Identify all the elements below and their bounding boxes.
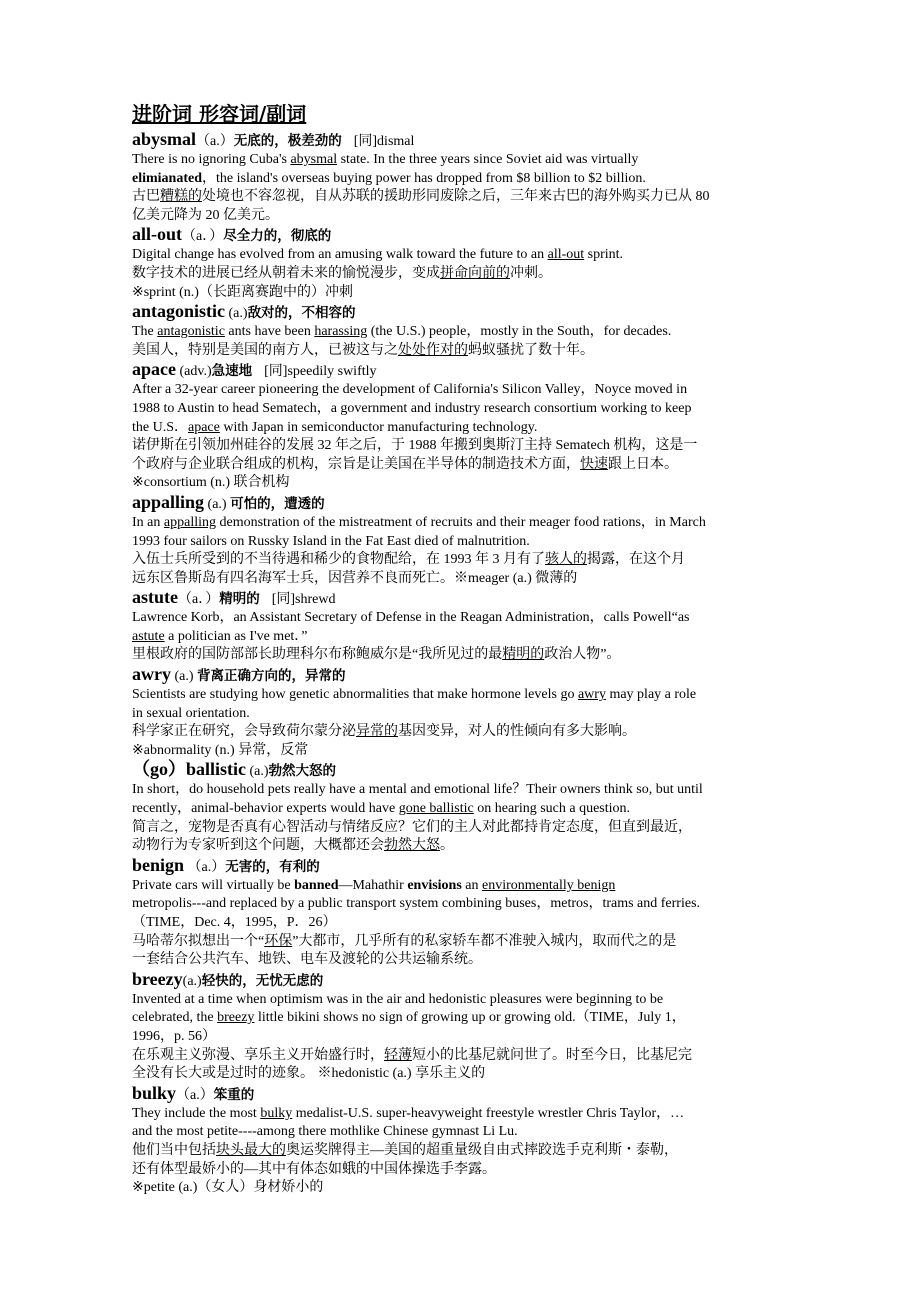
text-line bbox=[132, 1065, 792, 1084]
text-line bbox=[132, 800, 792, 819]
text-span: In short，do household pets really have a mental and emotional life？Their owners think so, but until bbox=[132, 782, 703, 798]
text-span: 科学家正在研究，会导致荷尔蒙分泌 bbox=[132, 724, 356, 740]
underlined-term: 糟糕的 bbox=[160, 189, 202, 205]
text-line bbox=[132, 1179, 792, 1198]
text-line bbox=[132, 686, 792, 705]
text-span: celebrated, the bbox=[132, 1010, 218, 1026]
text-span: 奥运奖牌得主—美国的超重量级自由式摔跤选手克利斯・泰勒， bbox=[286, 1142, 678, 1158]
vocab-entry bbox=[132, 856, 792, 970]
text-span: 古巴 bbox=[132, 189, 160, 205]
underlined-term: appalling bbox=[163, 514, 216, 530]
headword-line bbox=[132, 130, 792, 151]
text-span: ants have been bbox=[224, 324, 315, 340]
vocab-entry bbox=[132, 302, 792, 360]
headword-line bbox=[132, 302, 792, 323]
headword-line bbox=[132, 1084, 792, 1105]
synonym: [同]speedily swiftly bbox=[264, 364, 377, 380]
meaning: 无害的，有利的 bbox=[225, 858, 320, 875]
vocab-entry bbox=[132, 360, 792, 493]
text-span: 诺伊斯在引领加州硅谷的发展 32 年之后，于 1988 年搬到奥斯汀主持 Sematech 机构，这是一 bbox=[132, 438, 698, 454]
text-span: and the most petite----among there mothlike Chinese gymnast Li Lu. bbox=[132, 1124, 518, 1140]
headword: antagonistic bbox=[132, 301, 226, 322]
text-line bbox=[132, 1105, 792, 1124]
part-of-speech: (a.) bbox=[225, 306, 248, 322]
vocab-entry bbox=[132, 970, 792, 1084]
text-line bbox=[132, 991, 792, 1010]
text-span: (the U.S.) people，mostly in the South，for decades. bbox=[367, 324, 672, 340]
text-line bbox=[132, 951, 792, 970]
text-line bbox=[132, 323, 792, 342]
meaning: 精明的 bbox=[219, 591, 260, 608]
headword-line bbox=[132, 225, 792, 246]
headword: breezy bbox=[132, 968, 183, 989]
meaning: 敌对的，不相容的 bbox=[247, 305, 356, 322]
vocab-entry bbox=[132, 665, 792, 760]
headword: appalling bbox=[132, 491, 205, 512]
text-span: 1996，p. 56） bbox=[132, 1028, 216, 1044]
text-span: —Mahathir bbox=[338, 877, 408, 893]
part-of-speech: (a.) bbox=[204, 496, 231, 512]
text-span: ※consortium (n.) 联合机构 bbox=[132, 475, 290, 491]
headword: all-out bbox=[132, 224, 183, 245]
text-span: 跟上日本。 bbox=[608, 456, 678, 472]
headword-line bbox=[132, 360, 792, 381]
headword-line bbox=[132, 665, 792, 686]
headword-line bbox=[132, 970, 792, 991]
text-span: medalist-U.S. super-heavyweight freestyle wrestler Chris Taylor，… bbox=[292, 1105, 685, 1121]
text-line bbox=[132, 437, 792, 456]
text-line bbox=[132, 895, 792, 914]
text-span: on hearing such a question. bbox=[473, 801, 631, 817]
text-span: Private cars will virtually be bbox=[132, 877, 295, 893]
entry-list bbox=[132, 130, 792, 1198]
text-line bbox=[132, 723, 792, 742]
part-of-speech: (a.) bbox=[246, 764, 269, 780]
text-span: 他们当中包括 bbox=[132, 1142, 216, 1158]
text-line bbox=[132, 705, 792, 724]
bold-term: banned bbox=[294, 877, 339, 893]
headword-line bbox=[132, 856, 792, 877]
text-span: 政治人物”。 bbox=[544, 647, 621, 663]
underlined-term: awry bbox=[577, 687, 606, 703]
underlined-term: bulky bbox=[260, 1105, 293, 1121]
text-span: in sexual orientation. bbox=[132, 705, 250, 721]
vocab-entry bbox=[132, 760, 792, 855]
text-span: ”大都市，几乎所有的私家轿车都不准驶入城内，取而代之的是 bbox=[292, 933, 677, 949]
underlined-term: abysmal bbox=[290, 152, 338, 167]
text-span: 亿美元降为 20 亿美元。 bbox=[132, 207, 279, 223]
text-line bbox=[132, 646, 792, 665]
underlined-term: antagonistic bbox=[157, 324, 225, 340]
text-span: 美国人，特别是美国的南方人，已被这与之 bbox=[132, 342, 398, 358]
text-span: 远东区鲁斯岛有四名海军士兵，因营养不良而死亡。※meager (a.) 微薄的 bbox=[132, 570, 578, 586]
text-line bbox=[132, 207, 792, 226]
underlined-term: 块头最大的 bbox=[216, 1142, 286, 1158]
text-line bbox=[132, 1009, 792, 1028]
text-span: with Japan in semiconductor manufacturing technology. bbox=[219, 419, 538, 435]
text-line bbox=[132, 742, 792, 761]
text-line bbox=[132, 342, 792, 361]
text-span: ，the island's overseas buying power has dropped from $8 billion to $2 billion. bbox=[202, 170, 646, 186]
headword-line bbox=[132, 760, 792, 781]
text-span: （TIME，Dec. 4，1995，P．26） bbox=[132, 915, 337, 930]
underlined-term: gone ballistic bbox=[398, 801, 474, 817]
text-span: 揭露，在这个月 bbox=[587, 552, 685, 568]
text-span: 一套结合公共汽车、地铁、电车及渡轮的公共运输系统。 bbox=[132, 952, 482, 968]
text-span: ※abnormality (n.) 异常，反常 bbox=[132, 742, 309, 758]
text-line bbox=[132, 1142, 792, 1161]
text-span: 冲刺。 bbox=[510, 265, 552, 281]
text-line bbox=[132, 914, 792, 933]
text-line bbox=[132, 533, 792, 552]
text-span: recently，animal-behavior experts would have bbox=[132, 801, 399, 817]
bold-term: envisions bbox=[407, 877, 462, 893]
underlined-term: breezy bbox=[217, 1010, 255, 1026]
text-span: 还有体型最娇小的—其中有体态如蛾的中国体操选手李露。 bbox=[132, 1161, 496, 1177]
underlined-term: environmentally benign bbox=[482, 877, 616, 893]
text-span: After a 32-year career pioneering the development of California's Silicon Valley，Noyce moved in bbox=[132, 382, 688, 398]
text-span: 短小的比基尼就问世了。时至今日，比基尼完 bbox=[412, 1047, 692, 1063]
underlined-term: 环保 bbox=[264, 933, 293, 949]
text-line bbox=[132, 400, 792, 419]
text-line bbox=[132, 551, 792, 570]
text-line bbox=[132, 837, 792, 856]
text-span: state. In the three years since Soviet aid was virtually bbox=[337, 152, 639, 167]
part-of-speech: （a.） bbox=[184, 859, 226, 875]
text-span: 里根政府的国防部部长助理科尔布称鲍威尔是“我所见过的最 bbox=[132, 647, 503, 663]
headword: awry bbox=[132, 664, 171, 685]
meaning: 无底的，极差劲的 bbox=[233, 133, 342, 149]
text-line bbox=[132, 1047, 792, 1066]
text-span: a politician as I've met．” bbox=[164, 628, 308, 644]
part-of-speech: (adv.) bbox=[176, 364, 212, 380]
text-span: may play a role bbox=[605, 687, 697, 703]
headword: astute bbox=[132, 587, 178, 608]
text-span: 个政府与企业联合组成的机构，宗旨是让美国在半导体的制造技术方面， bbox=[132, 456, 580, 472]
part-of-speech: （a．） bbox=[182, 229, 224, 245]
underlined-term: 勃然大怒 bbox=[384, 838, 440, 854]
meaning: 笨重的 bbox=[213, 1086, 255, 1103]
underlined-term: 处处作对的 bbox=[398, 342, 468, 358]
text-span: 1988 to Austin to head Sematech，a government and industry research consortium working to keep bbox=[132, 400, 692, 416]
text-line bbox=[132, 474, 792, 493]
text-span: sprint. bbox=[584, 247, 624, 263]
text-span: Lawrence Korb，an Assistant Secretary of Defense in the Reagan Administration，calls Powell“as bbox=[132, 610, 690, 626]
part-of-speech: （a．） bbox=[178, 592, 220, 608]
bold-term: elimianated bbox=[132, 170, 202, 186]
text-span: The bbox=[132, 324, 158, 340]
text-span: 入伍士兵所受到的不当待遇和稀少的食物配给，在 1993 年 3 月有了 bbox=[132, 552, 545, 568]
text-line bbox=[132, 877, 792, 896]
headword: bulky bbox=[132, 1082, 177, 1103]
meaning: 勃然大怒的 bbox=[268, 763, 337, 780]
text-span: the U.S． bbox=[132, 419, 188, 435]
text-span: 马哈蒂尔拟想出一个“ bbox=[132, 933, 265, 949]
meaning: 尽全力的，彻底的 bbox=[223, 228, 332, 245]
meaning: 背离正确方向的，异常的 bbox=[197, 668, 346, 685]
headword: abysmal bbox=[132, 129, 197, 149]
underlined-term: 精明的 bbox=[502, 647, 545, 663]
text-span: ※sprint (n.)（长距离赛跑中的）冲刺 bbox=[132, 284, 353, 300]
vocab-entry bbox=[132, 130, 792, 225]
text-span: There is no ignoring Cuba's bbox=[132, 152, 291, 167]
text-span: Invented at a time when optimism was in the air and hedonistic pleasures were beginning to be bbox=[132, 991, 664, 1007]
text-line bbox=[132, 514, 792, 533]
text-span: Scientists are studying how genetic abnormalities that make hormone levels go bbox=[132, 687, 578, 703]
text-span: They include the most bbox=[132, 1105, 261, 1121]
text-span: demonstration of the mistreatment of recruits and their meager food rations，in March bbox=[216, 514, 706, 530]
text-span: an bbox=[461, 877, 482, 893]
text-span: 1993 four sailors on Russky Island in the Fat East died of malnutrition. bbox=[132, 533, 530, 549]
text-line bbox=[132, 246, 792, 265]
meaning: 轻快的，无忧无虑的 bbox=[201, 972, 324, 989]
synonym: [同]shrewd bbox=[271, 592, 336, 608]
meaning: 急速地 bbox=[211, 363, 253, 380]
page-title: 进阶词 形容词/副词 bbox=[132, 102, 307, 126]
text-span: 全没有长大或是过时的迹象。 ※hedonistic (a.) 享乐主义的 bbox=[132, 1066, 486, 1082]
text-line bbox=[132, 819, 792, 838]
text-line bbox=[132, 188, 792, 207]
part-of-speech: （a.） bbox=[196, 134, 234, 149]
text-line bbox=[132, 284, 792, 303]
vocab-entry bbox=[132, 493, 792, 588]
text-line bbox=[132, 628, 792, 647]
part-of-speech: (a.) bbox=[171, 669, 198, 685]
text-span: 数字技术的进展已经从朝着未来的愉悦漫步，变成 bbox=[132, 265, 440, 281]
text-line bbox=[132, 570, 792, 589]
underlined-term: apace bbox=[188, 419, 220, 435]
text-span: 动物行为专家听到这个问题，大概都还会 bbox=[132, 838, 384, 854]
text-span: 基因变异，对人的性倾向有多大影响。 bbox=[398, 724, 636, 740]
text-span: 处境也不容忽视，自从苏联的援助形同废除之后，三年来古巴的海外购买力已从 80 bbox=[202, 189, 710, 205]
text-span: metropolis---and replaced by a public transport system combining buses，metros，trams and ferries. bbox=[132, 896, 701, 912]
headword: apace bbox=[132, 359, 176, 380]
underlined-term: 拼命向前的 bbox=[440, 265, 510, 281]
meaning: 可怕的，遭透的 bbox=[230, 495, 325, 512]
text-line bbox=[132, 933, 792, 952]
underlined-term: 异常的 bbox=[356, 724, 398, 740]
underlined-term: 轻薄 bbox=[384, 1047, 412, 1063]
document-body bbox=[132, 100, 792, 1198]
headword: benign bbox=[132, 854, 185, 875]
headword-line bbox=[132, 588, 792, 609]
headword-line bbox=[132, 493, 792, 514]
text-line bbox=[132, 265, 792, 284]
text-line bbox=[132, 419, 792, 438]
text-line bbox=[132, 151, 792, 170]
text-line bbox=[132, 609, 792, 628]
part-of-speech: (a.) bbox=[182, 973, 202, 989]
underlined-term: harassing bbox=[314, 324, 368, 340]
text-line bbox=[132, 1161, 792, 1180]
text-line bbox=[132, 1123, 792, 1142]
text-span: 。 bbox=[440, 838, 454, 854]
vocab-entry bbox=[132, 1084, 792, 1198]
text-span: little bikini shows no sign of growing up or growing old.（TIME，July 1， bbox=[254, 1010, 686, 1026]
text-span: In an bbox=[132, 514, 164, 530]
text-span: 在乐观主义弥漫、享乐主义开始盛行时， bbox=[132, 1047, 384, 1063]
underlined-term: 骇人的 bbox=[545, 552, 587, 568]
vocab-entry bbox=[132, 225, 792, 302]
underlined-term: 快速 bbox=[580, 456, 608, 472]
text-line bbox=[132, 1028, 792, 1047]
text-line bbox=[132, 456, 792, 475]
text-line bbox=[132, 781, 792, 800]
synonym: [同]dismal bbox=[353, 134, 415, 149]
underlined-term: all-out bbox=[547, 247, 585, 263]
underlined-term: astute bbox=[132, 628, 165, 644]
headword: （go）ballistic bbox=[132, 759, 247, 780]
text-span: Digital change has evolved from an amusing walk toward the future to an bbox=[132, 247, 548, 263]
text-span: ※petite (a.)（女人）身材娇小的 bbox=[132, 1180, 324, 1196]
text-line bbox=[132, 381, 792, 400]
text-span: 蚂蚁骚扰了数十年。 bbox=[468, 342, 594, 358]
vocab-entry bbox=[132, 588, 792, 665]
part-of-speech: （a.） bbox=[176, 1087, 214, 1103]
text-line bbox=[132, 170, 792, 189]
text-span: 简言之，宠物是否真有心智活动与情绪反应？它们的主人对此都持肯定态度，但直到最近， bbox=[132, 819, 692, 835]
